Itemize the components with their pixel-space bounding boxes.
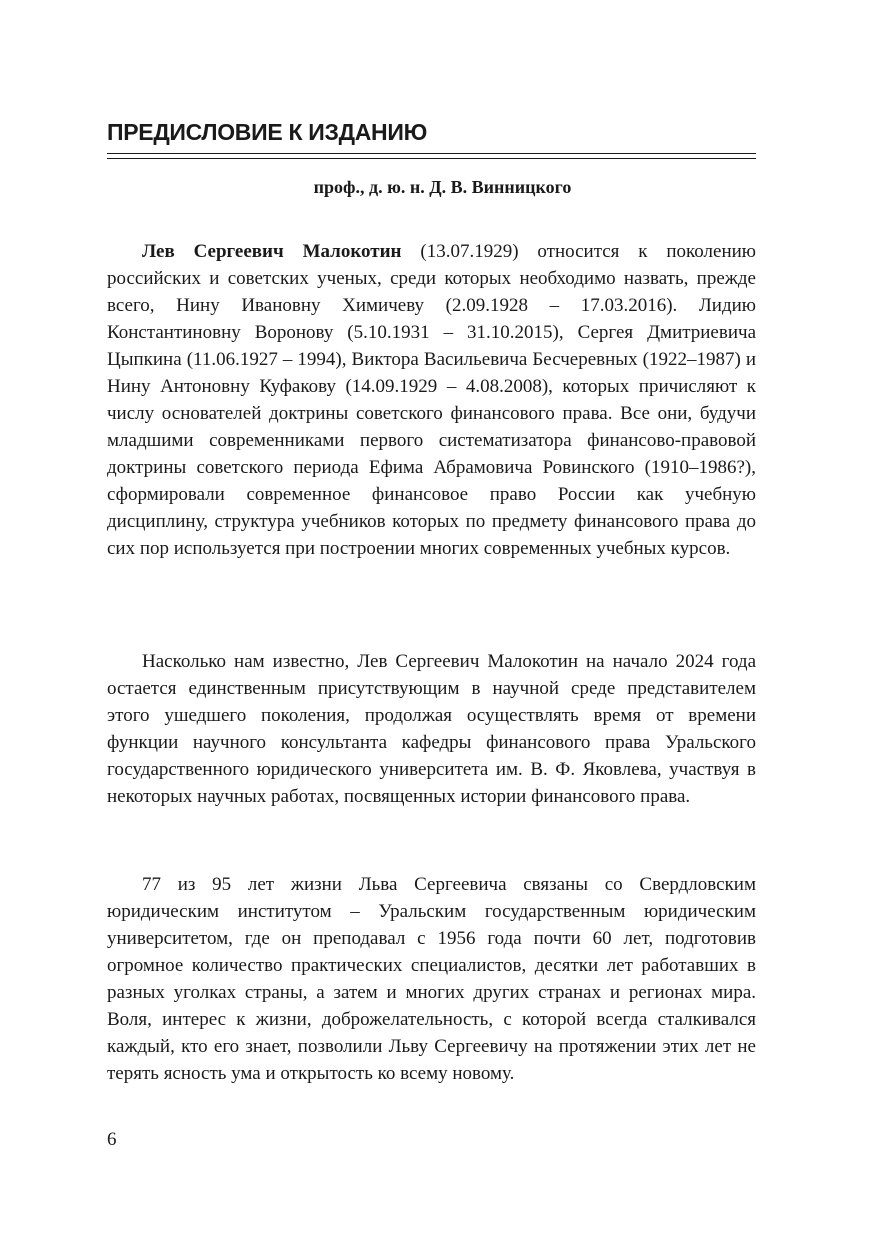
paragraph-1	[107, 238, 756, 562]
paragraph-1-text: (13.07.1929) относится к поколению российских и советских ученых, среди которых необходимо назвать, прежде всего, Нину Ивановну Химичеву (2.09.1928 – 17.03.2016). Лидию Константиновну Воронову (5.10.1931 – 31.10.2015), Сергея Дмитриевича Цыпкина (11.06.1927 – 1994), Виктора Васильевича Бесчеревных (1922–1987) и Нину Антоновну Куфакову (14.09.1929 – 4.08.2008), которых причисляют к числу основателей доктрины советского финансового права. Все они, будучи младшими современниками первого систематизатора финансово-правовой доктрины советского периода Ефима Абрамовича Ровинского (1910–1986?), сформировали современное финансовое право России как учебную дисциплину, структура учебников которых по предмету финансового права до сих пор используется при построении многих современных учебных курсов.	[107, 241, 756, 559]
paragraph-2: Насколько нам известно, Лев Сергеевич Малокотин на начало 2024 года остается единственным присутствующим в научной среде представителем этого ушедшего поколения, продолжая осуществлять время от времени функции научного консультанта кафедры финансового права Уральского государственного юридического университета им. В. Ф. Яковлева, участвуя в некоторых научных работах, посвященных истории финансового права.	[107, 651, 756, 807]
paragraph-3: 77 из 95 лет жизни Льва Сергеевича связаны со Свердловским юридическим институтом – Уральским государственным юридическим университетом, где он преподавал с 1956 года почти 60 лет, подготовив огромное количество практических специалистов, десятки лет работавших в разных уголках страны, а затем и многих других странах и регионах мира. Воля, интерес к жизни, доброжелательность, с которой всегда сталкивался каждый, кто его знает, позволили Льву Сергеевичу на протяжении этих лет не терять ясность ума и открытость ко всему новому.	[107, 874, 756, 1084]
author-byline: проф., д. ю. н. Д. В. Винницкого	[313, 177, 572, 197]
paragraph-1-lead: Лев Сергеевич Малокотин	[142, 241, 402, 262]
heading-rule-bottom	[107, 158, 756, 159]
section-heading: ПРЕДИСЛОВИЕ К ИЗДАНИЮ	[107, 119, 427, 145]
heading-rule-top	[107, 153, 756, 154]
page-number: 6	[107, 1129, 117, 1150]
